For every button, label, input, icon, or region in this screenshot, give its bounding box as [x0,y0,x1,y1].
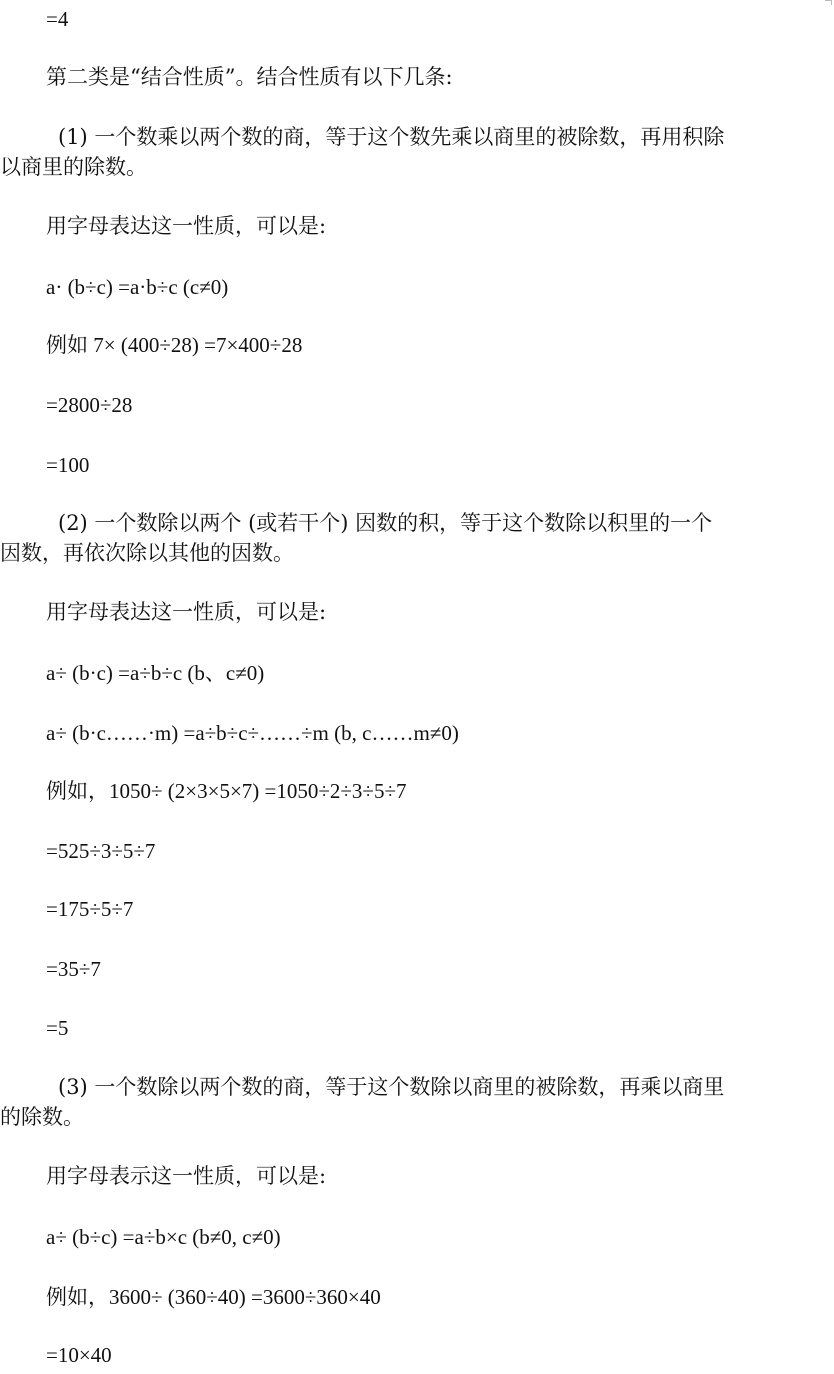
property-3-line-2: 的除数。 [0,1105,84,1129]
property-2-formula-1: a÷ (b·c) =a÷b÷c (b、c≠0) [46,661,265,685]
property-2-step-3: =35÷7 [46,957,101,981]
page-corner-mark [825,0,832,5]
property-2-step-2: =175÷5÷7 [46,897,134,921]
property-2-formula-2: a÷ (b·c……·m) =a÷b÷c÷……÷m (b, c……m≠0) [46,721,459,745]
property-1-formula: a· (b÷c) =a·b÷c (c≠0) [46,275,229,299]
property-1-step-2: =100 [46,453,90,477]
property-2-step-1: =525÷3÷5÷7 [46,839,156,863]
property-1-example: 例如 7× (400÷28) =7×400÷28 [46,333,303,357]
property-1-step-1: =2800÷28 [46,393,133,417]
property-2-line-2: 因数，再依次除以其他的因数。 [0,541,294,565]
property-3-step-1: =10×40 [46,1343,112,1367]
property-1-letter-intro: 用字母表达这一性质，可以是: [46,214,327,238]
property-2-line-1: (2) 一个数除以两个 (或若干个) 因数的积，等于这个数除以积里的一个 [58,511,713,535]
property-2-example: 例如，1050÷ (2×3×5×7) =1050÷2÷3÷5÷7 [46,779,407,803]
property-3-formula: a÷ (b÷c) =a÷b×c (b≠0, c≠0) [46,1225,281,1249]
property-1-line-1: (1) 一个数乘以两个数的商，等于这个数先乘以商里的被除数，再用积除 [58,125,725,149]
section-heading-associative: 第二类是“结合性质”。结合性质有以下几条: [46,65,453,89]
property-2-letter-intro: 用字母表达这一性质，可以是: [46,600,327,624]
property-2-step-4: =5 [46,1016,69,1040]
property-3-letter-intro: 用字母表示这一性质，可以是: [46,1164,327,1188]
property-3-line-1: (3) 一个数除以两个数的商，等于这个数除以商里的被除数，再乘以商里 [58,1075,725,1099]
text-line-result-4: =4 [46,7,69,31]
property-1-line-2: 以商里的除数。 [0,155,147,179]
property-3-example: 例如，3600÷ (360÷40) =3600÷360×40 [46,1285,381,1309]
